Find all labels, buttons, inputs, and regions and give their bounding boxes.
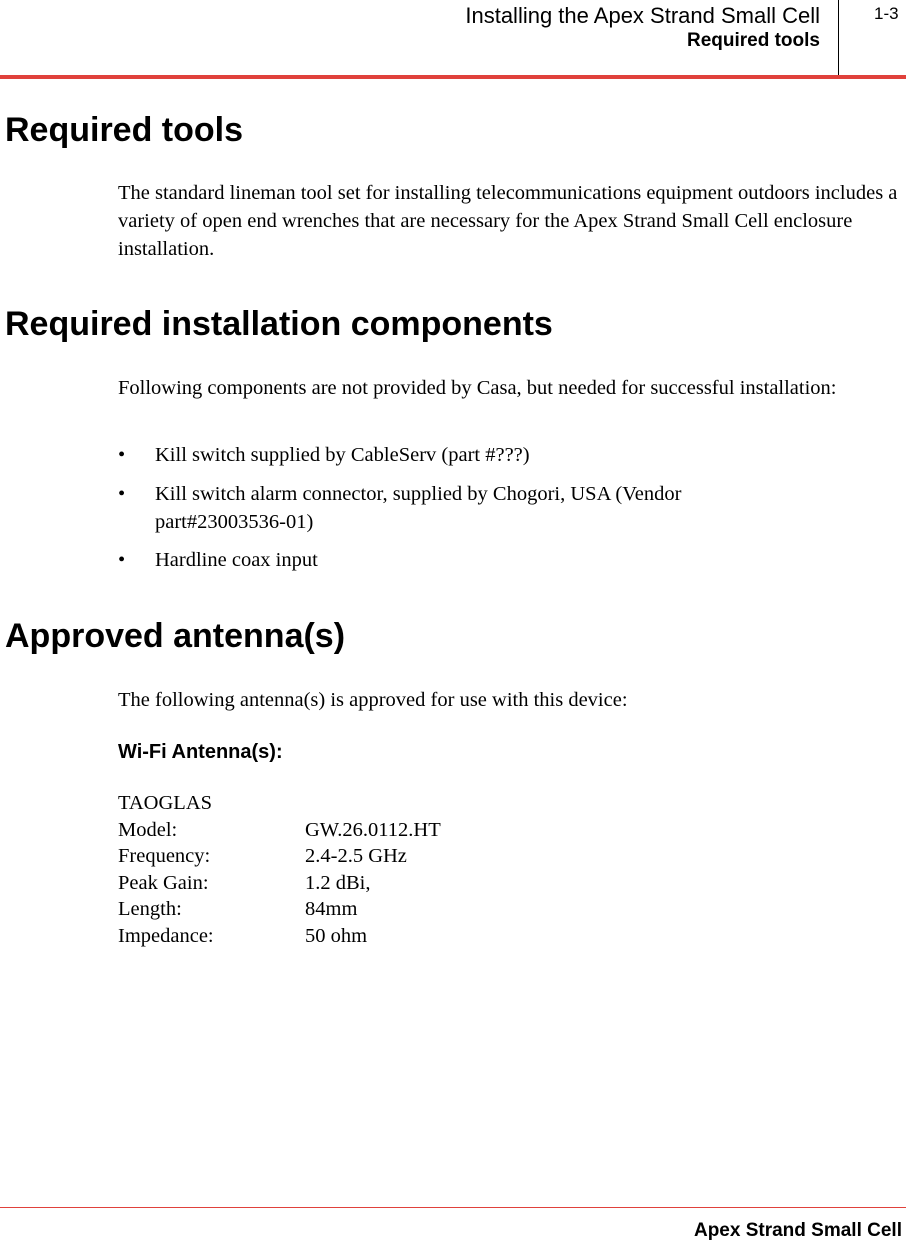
spec-value: 2.4-2.5 GHz — [305, 845, 407, 867]
heading-required-tools: Required tools — [5, 111, 244, 149]
spec-value: 50 ohm — [305, 924, 368, 947]
list-item-text: Kill switch supplied by CableServ (part #???) — [155, 444, 530, 466]
spec-label: Model: — [118, 818, 178, 841]
spec-value: GW.26.0112.HT — [305, 818, 441, 841]
header-rule — [0, 75, 906, 79]
spec-label: Peak Gain: — [118, 871, 209, 894]
list-item — [118, 480, 898, 536]
components-intro: Following components are not provided by Casa, but needed for successful installation: — [118, 377, 837, 399]
spec-value: 84mm — [305, 898, 358, 920]
bullet-marker: • — [118, 444, 126, 466]
list-item-text: Kill switch alarm connector, supplied by Chogori, USA (Vendor part#23003536-01) — [155, 483, 682, 533]
header-title: Installing the Apex Strand Small Cell — [465, 3, 820, 28]
heading-approved-antennas: Approved antenna(s) — [5, 617, 346, 655]
bullet-marker: • — [118, 483, 126, 505]
list-item-text: Hardline coax input — [155, 549, 318, 571]
bullet-marker: • — [118, 549, 126, 571]
page-number: 1-3 — [874, 4, 899, 23]
footer-product-name: Apex Strand Small Cell — [693, 1220, 902, 1241]
list-item — [118, 546, 898, 574]
header-subtitle: Required tools — [686, 30, 820, 51]
required-tools-paragraph: The standard lineman tool set for installing telecommunications equipment outdoors includes a variety of open end wrenches that are necessary for the Apex Strand Small Cell enclosure installation. — [118, 182, 898, 260]
spec-label: Frequency: — [118, 845, 211, 867]
wifi-antenna-subheading: Wi-Fi Antenna(s): — [118, 741, 283, 763]
footer-rule — [0, 1207, 906, 1208]
list-item — [118, 441, 898, 469]
spec-value: 1.2 dBi, — [305, 871, 371, 894]
manufacturer-name: TAOGLAS — [118, 792, 213, 814]
spec-label: Impedance: — [118, 924, 214, 947]
heading-installation-components: Required installation components — [5, 305, 553, 343]
header-divider — [838, 0, 839, 76]
antenna-intro: The following antenna(s) is approved for use with this device: — [118, 689, 628, 711]
spec-label: Length: — [118, 898, 182, 920]
